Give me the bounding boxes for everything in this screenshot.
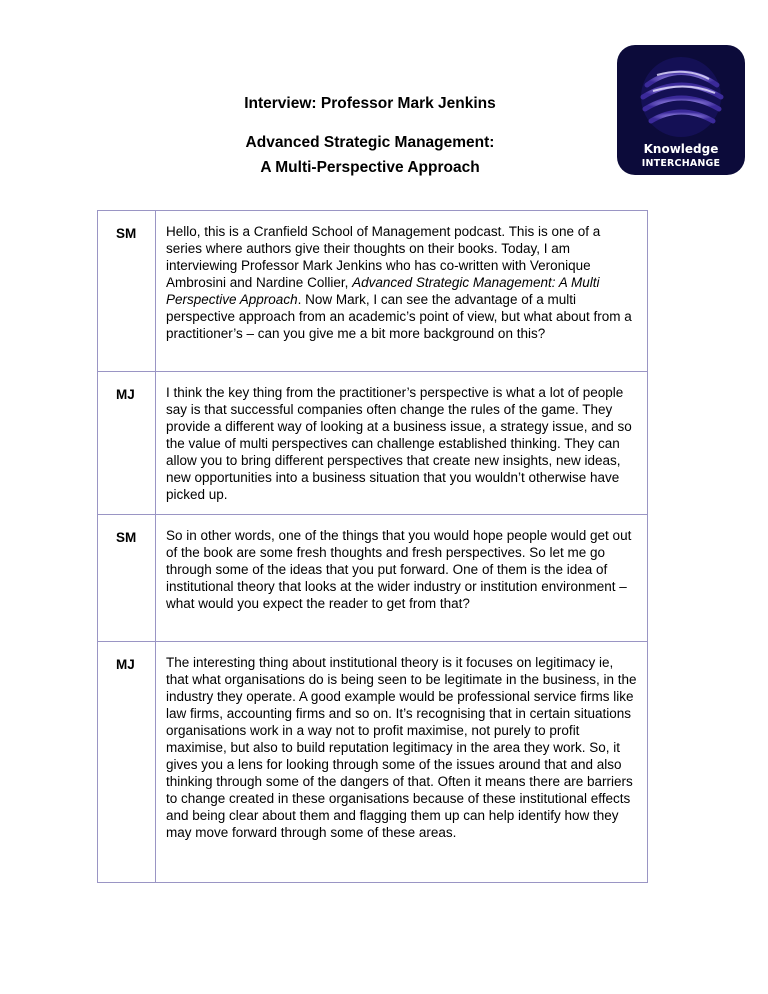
utterance-text: I think the key thing from the practitioner’s perspective is what a lot of people say is that successful companies often change the rules of the game. They provide a different way of looking at a business issue, a strategy issue, and so the value of multi perspectives can challenge established thinking. They can allow you to bring different perspectives that create new insights, new ideas, new opportunities into a business situation that you wouldn’t otherwise have picked up. xyxy=(166,385,632,502)
book-title-italic: Advanced Strategic Management: A Multi Perspective Approach xyxy=(166,275,600,307)
transcript-row xyxy=(98,211,647,372)
knowledge-interchange-logo xyxy=(617,45,745,175)
logo-text-interchange: INTERCHANGE xyxy=(641,158,721,169)
speaker-label: SM xyxy=(98,515,156,641)
utterance-text-part: Hello, this is a Cranfield School of Management podcast. This is one of a series where authors give their thoughts on their books. Today, I am interviewing Professor Mark Jenkins who has co-written with Veronique Ambrosini and Nardine Collier, xyxy=(166,224,601,290)
globe-swirl-icon xyxy=(617,45,745,145)
speaker-label: MJ xyxy=(98,372,156,514)
speaker-label: SM xyxy=(98,211,156,371)
transcript-table xyxy=(97,210,648,883)
utterance-text xyxy=(156,211,647,371)
book-title-line1: Advanced Strategic Management: xyxy=(245,134,495,151)
logo-text-knowledge: Knowledge xyxy=(643,142,719,156)
document-title: Interview: Professor Mark Jenkins xyxy=(244,95,496,112)
utterance-text: So in other words, one of the things that you would hope people would get out of the book are some fresh thoughts and fresh perspectives. So let me go through some of the ideas that you put forward. One of them is the idea of institutional theory that looks at the wider industry or institution environment – what would you expect the reader to get from that? xyxy=(166,528,632,611)
transcript-row xyxy=(98,642,647,883)
transcript-row xyxy=(98,372,647,515)
transcript-row xyxy=(98,515,647,642)
utterance-text: The interesting thing about institutional theory is it focuses on legitimacy ie, that what organisations do is being seen to be legitimate in the business, in the industry they operate. A good example would be professional service firms like law firms, accounting firms and so on. It’s recognising that in certain situations organisations work in a way not to profit maximise, not purely to profit maximise, but also to build reputation legitimacy in the area they work. So, it gives you a lens for looking through some of the issues around that and also thinking through some of the dangers of that. Often it means there are barriers to change created in these organisations because of these institutional effects and being clear about them and flagging them up can help identify how they may move forward through some of these areas. xyxy=(166,655,637,840)
book-title-line2: A Multi-Perspective Approach xyxy=(260,159,480,176)
speaker-label: MJ xyxy=(98,642,156,882)
utterance-text-part: . Now Mark, I can see the advantage of a multi perspective approach from an academic’s point of view, but what about from a practitioner’s – can you give me a bit more background on this? xyxy=(166,292,632,341)
